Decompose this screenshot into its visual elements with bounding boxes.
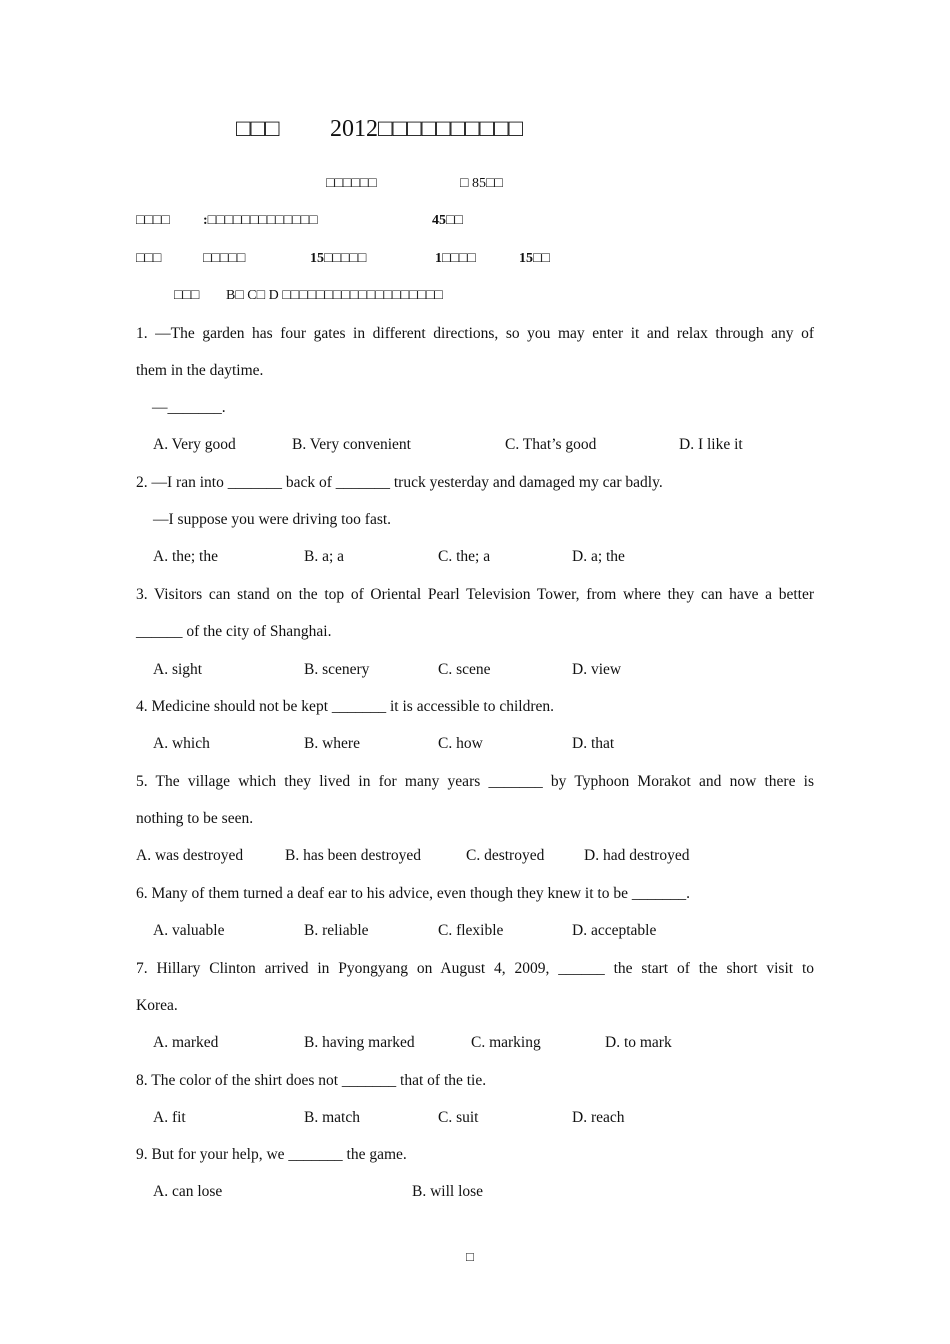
question-1-line1: 1. —The garden has four gates in different directions, so you may enter it and relax through any of <box>136 325 814 342</box>
question-2-option-c: C. the; a <box>438 548 491 565</box>
header-line1-left: □□□□□□ <box>326 176 377 191</box>
question-4-option-b: B. where <box>304 735 360 752</box>
question-7-line2: Korea. <box>136 997 178 1014</box>
question-2-reply: —I suppose you were driving too fast. <box>153 511 392 528</box>
question-2-option-a: A. the; the <box>153 548 218 565</box>
question-8-option-a: A. fit <box>153 1109 186 1126</box>
question-6-option-c: C. flexible <box>438 922 504 939</box>
question-6-option-b: B. reliable <box>304 922 369 939</box>
question-3-line2: ______ of the city of Shanghai. <box>136 623 332 640</box>
question-8-option-d: D. reach <box>572 1109 625 1126</box>
question-1-reply: —_______. <box>152 399 226 416</box>
question-5-option-a: A. was destroyed <box>136 847 244 864</box>
header-line4-a: □□□ <box>174 288 200 303</box>
header-line3-b: □□□□□ <box>203 251 246 266</box>
question-4-line1: 4. Medicine should not be kept _______ it is accessible to children. <box>136 698 554 715</box>
question-3-option-b: B. scenery <box>304 661 370 678</box>
question-8-line1: 8. The color of the shirt does not _______ that of the tie. <box>136 1072 487 1089</box>
question-4-option-c: C. how <box>438 735 483 752</box>
question-5-option-d: D. had destroyed <box>584 847 690 864</box>
question-1-option-d: D. I like it <box>679 436 743 453</box>
title-part2: 2012□□□□□□□□□□ <box>330 116 523 142</box>
question-8-option-c: C. suit <box>438 1109 479 1126</box>
title-part1: □□□ <box>236 116 280 142</box>
question-1-option-a: A. Very good <box>153 436 236 453</box>
header-line3-c: 15□□□□□ <box>310 251 367 266</box>
question-2-option-d: D. a; the <box>572 548 625 565</box>
header-line4-b: B□ C□ D □□□□□□□□□□□□□□□□□□□ <box>226 288 443 303</box>
header-line3-a: □□□ <box>136 251 162 266</box>
question-2-line1: 2. —I ran into _______ back of _______ truck yesterday and damaged my car badly. <box>136 474 663 491</box>
header-line3-d: 1□□□□ <box>435 251 476 266</box>
question-6-option-d: D. acceptable <box>572 922 657 939</box>
page-number: □ <box>466 1249 474 1264</box>
question-2-option-b: B. a; a <box>304 548 345 565</box>
question-7-line1: 7. Hillary Clinton arrived in Pyongyang on August 4, 2009, ______ the start of the short visit to <box>136 960 814 977</box>
question-7-option-b: B. having marked <box>304 1034 415 1051</box>
question-3-option-a: A. sight <box>153 661 203 678</box>
question-4-option-a: A. which <box>153 735 210 752</box>
question-6-option-a: A. valuable <box>153 922 225 939</box>
question-5-option-b: B. has been destroyed <box>285 847 422 864</box>
question-1-line2: them in the daytime. <box>136 362 264 379</box>
header-line3-e: 15□□ <box>519 251 550 266</box>
question-5-option-c: C. destroyed <box>466 847 545 864</box>
question-5-line1: 5. The village which they lived in for many years _______ by Typhoon Morakot and now there is <box>136 773 814 790</box>
question-7-option-d: D. to mark <box>605 1034 672 1051</box>
question-9-line1: 9. But for your help, we _______ the game. <box>136 1146 407 1163</box>
question-4-option-d: D. that <box>572 735 615 752</box>
question-1-option-c: C. That’s good <box>505 436 597 453</box>
question-1-option-b: B. Very convenient <box>292 436 411 453</box>
question-8-option-b: B. match <box>304 1109 360 1126</box>
question-3-line1: 3. Visitors can stand on the top of Oriental Pearl Television Tower, from where they can have a better <box>136 586 814 603</box>
question-7-option-c: C. marking <box>471 1034 541 1051</box>
question-3-option-d: D. view <box>572 661 622 678</box>
question-9-option-a: A. can lose <box>153 1183 223 1200</box>
question-7-option-a: A. marked <box>153 1034 219 1051</box>
header-line1-right: □ 85□□ <box>460 176 503 191</box>
question-3-option-c: C. scene <box>438 661 491 678</box>
question-6-line1: 6. Many of them turned a deaf ear to his advice, even though they knew it to be _______. <box>136 885 690 902</box>
header-line2-b: :□□□□□□□□□□□□□ <box>203 213 318 228</box>
question-5-line2: nothing to be seen. <box>136 810 254 827</box>
header-line2-a: □□□□ <box>136 213 170 228</box>
header-line2-c: 45□□ <box>432 213 463 228</box>
question-9-option-b: B. will lose <box>412 1183 484 1200</box>
